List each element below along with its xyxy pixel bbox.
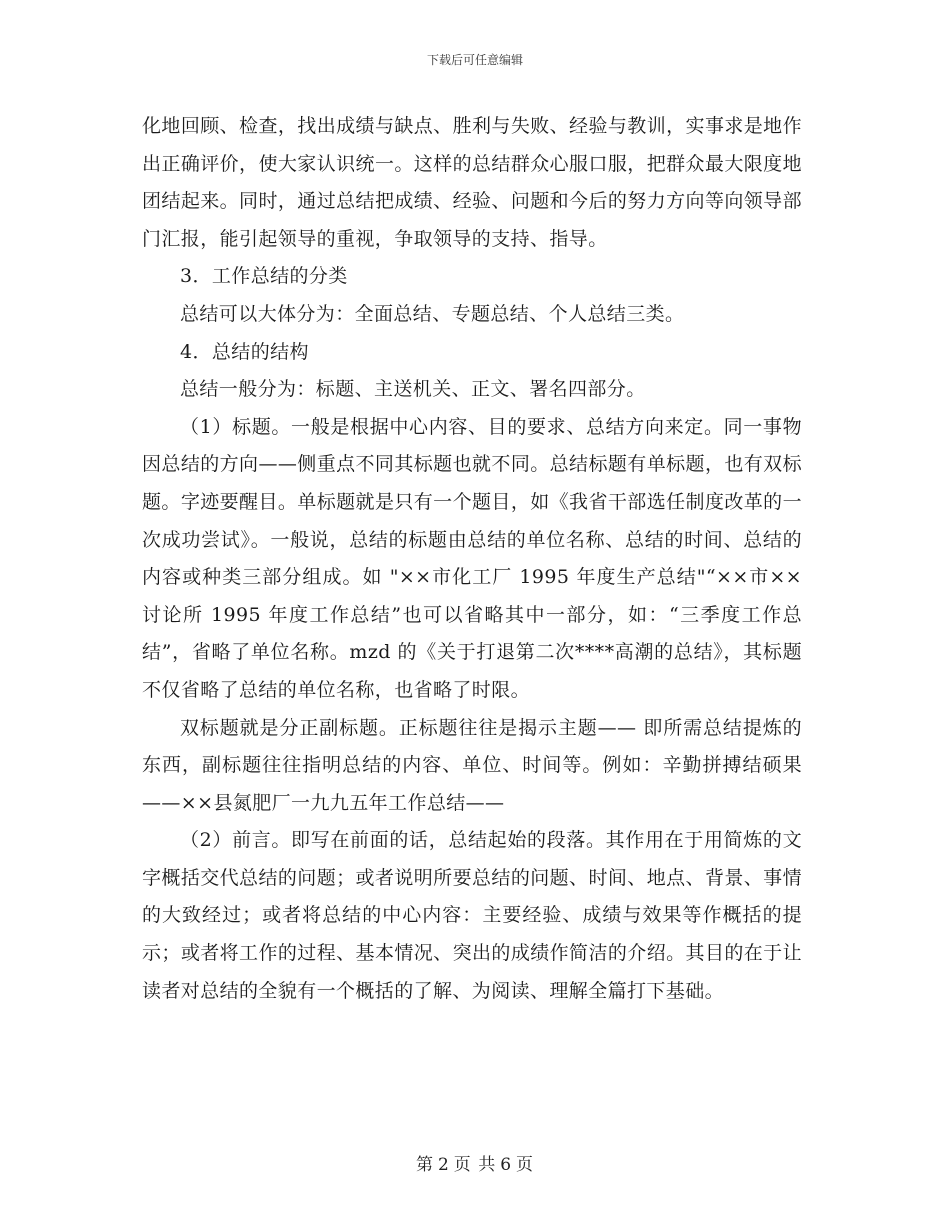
paragraph-title: （1）标题。一般是根据中心内容、目的要求、总结方向来定。同一事物因总结的方向——侧重点不同其标题也就不同。总结标题有单标题，也有双标题。字迹要醒目。单标题就是只有一个题目，如《我省干部选任制度改革的一次成功尝试》。一般说，总结的标题由总结的单位名称、总结的时间、总结的内容或种类三部分组成。如 "××市化工厂 1995 年度生产总结"“××市××讨论所 1995 年度工作总结”也可以省略其中一部分，如：“三季度工作总结”，省略了单位名称。mzd 的《关于打退第二次****高潮的总结》，其标题不仅省略了总结的单位名称，也省略了时限。 bbox=[142, 415, 802, 701]
page-label-suffix: 页 bbox=[516, 1155, 535, 1175]
paragraph-preface: （2）前言。即写在前面的话，总结起始的段落。其作用在于用简炼的文字概括交代总结的问题；或者说明所要总结的问题、时间、地点、背景、事情的大致经过；或者将总结的中心内容：主要经验、成绩与效果等作概括的提示；或者将工作的过程、基本情况、突出的成绩作简洁的介绍。其目的在于让读者对总结的全貌有一个概括的了解、为阅读、理解全篇打下基础。 bbox=[142, 829, 802, 1002]
section-heading-3: 3．工作总结的分类 bbox=[180, 265, 348, 288]
section-heading-4: 4．总结的结构 bbox=[180, 340, 309, 363]
paragraph-structure: 总结一般分为：标题、主送机关、正文、署名四部分。 bbox=[180, 378, 646, 401]
paragraph-1: 化地回顾、检查，找出成绩与缺点、胜利与失败、经验与教训，实事求是地作出正确评价，使大家认识统一。这样的总结群众心服口服，把群众最大限度地团结起来。同时，通过总结把成绩、经验、问题和今后的努力方向等向领导部门汇报，能引起领导的重视，争取领导的支持、指导。 bbox=[142, 115, 802, 250]
page-footer bbox=[0, 1154, 950, 1176]
page-current-number: 2 bbox=[437, 1155, 450, 1175]
paragraph-double-title: 双标题就是分正副标题。正标题往往是揭示主题—— 即所需总结提炼的东西，副标题往往指明总结的内容、单位、时间等。例如：辛勤拼搏结硕果——××县氮肥厂一九九五年工作总结—— bbox=[142, 716, 802, 814]
document-body bbox=[142, 108, 802, 1010]
page-header: 下载后可任意编辑 bbox=[426, 53, 523, 67]
page-label-mid: 页 共 bbox=[453, 1155, 497, 1175]
page-label-prefix: 第 bbox=[415, 1155, 434, 1175]
page-total-number: 6 bbox=[500, 1155, 513, 1175]
paragraph-classification: 总结可以大体分为：全面总结、专题总结、个人总结三类。 bbox=[180, 302, 685, 325]
